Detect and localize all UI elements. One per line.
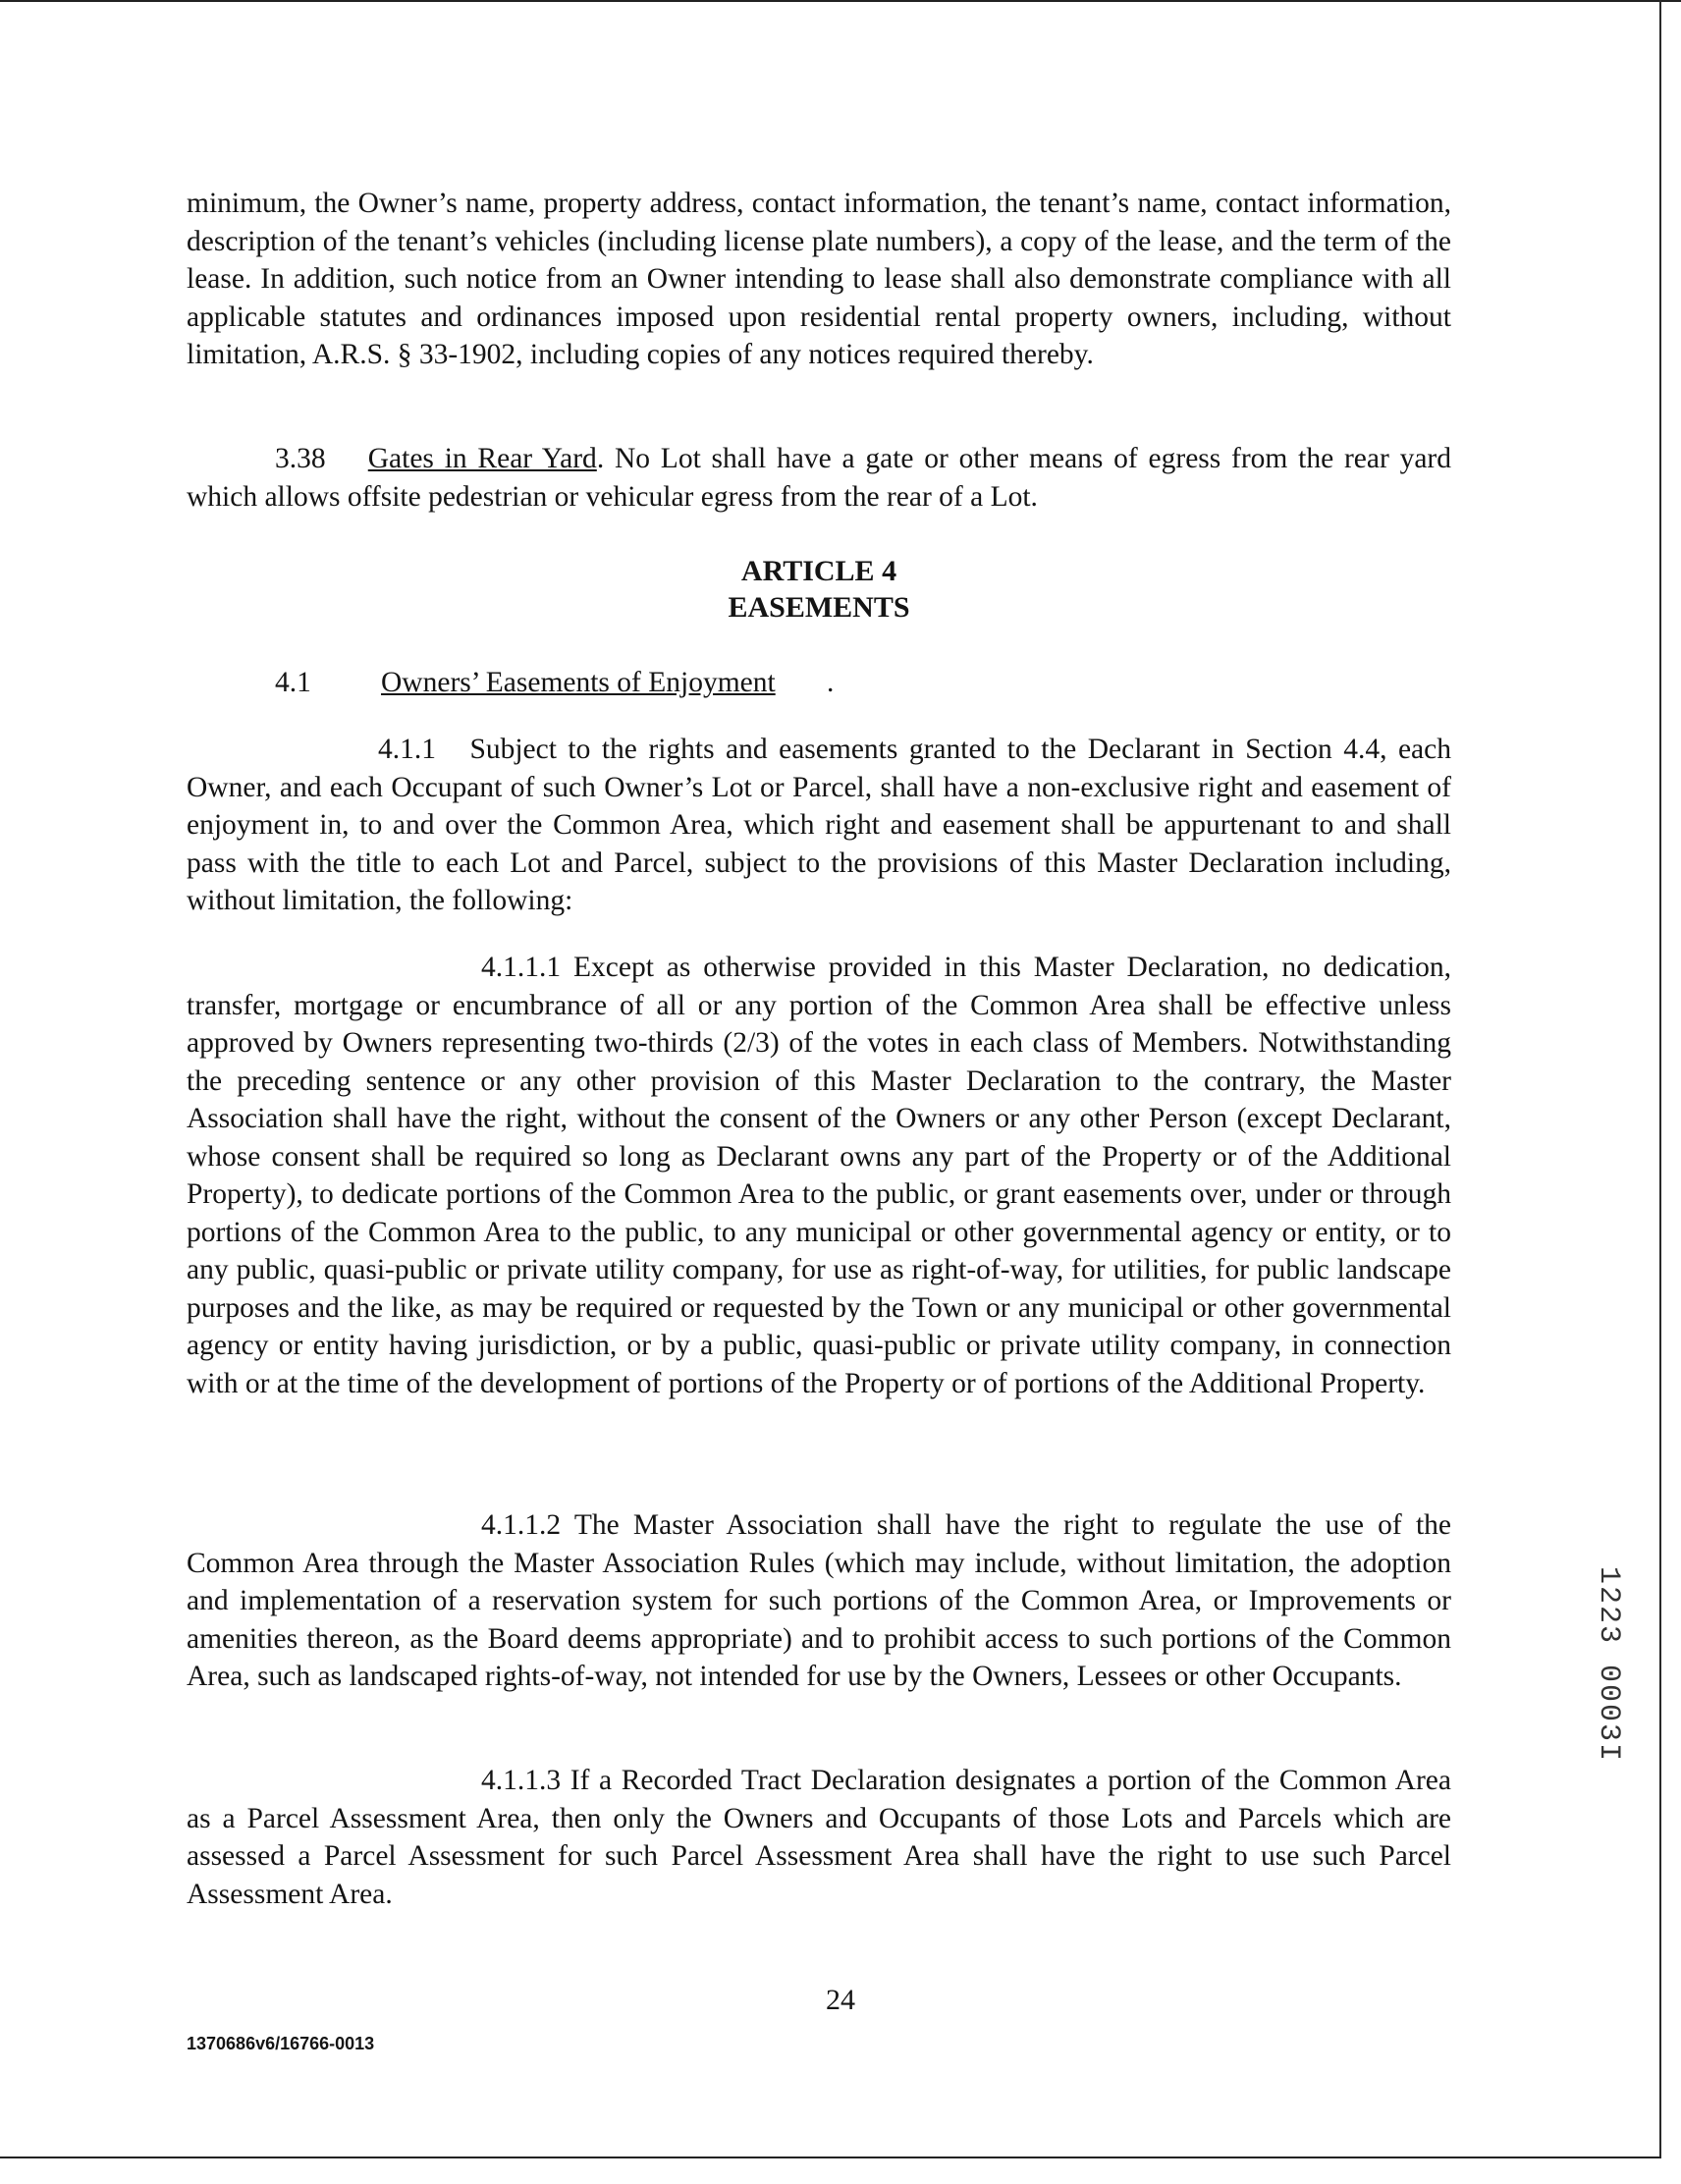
section-4-1-1-3: 4.1.1.3 If a Recorded Tract Declaration designates a portion of the Common Area as a Parcel Assessment Area, then only the Owners and Occupants of those Lots and Parcels which are assessed a Parcel Assessment for such Parcel Assessment Area shall have the right to use such Parcel Assessment Area. <box>187 1765 1451 1910</box>
margin-stamp: 1223 0003I <box>1592 1566 1625 1764</box>
section-4-1-1-1: 4.1.1.1 Except as otherwise provided in this Master Declaration, no dedication, transfer, mortgage or encumbrance of all or any portion of the Common Area shall be effective unless approved by Owners representing two-thirds (2/3) of the votes in each class of Members. Notwithstanding the preceding sentence or any other provision of this Master Declaration to the contrary, the Master Association shall have the right, without the consent of the Owners or any other Person (except Declarant, whose consent shall be required so long as Declarant owns any part of the Property or of the Additional Property), to dedicate portions of the Common Area to the public, or grant easements over, under or through portions of the Common Area to the public, to any municipal or other governmental agency or entity, or to any public, quasi-public or private utility company, for use as right-of-way, for utilities, for public landscape purposes and the like, as may be required or requested by the Town or any municipal or other governmental agency or entity having jurisdiction, or by a public, quasi-public or private utility company, in connection with or at the time of the development of portions of the Property or of portions of the Additional Property. <box>187 952 1451 1399</box>
paragraph-lease-notice: minimum, the Owner’s name, property address, contact information, the tenant’s name, contact information, description of the tenant’s vehicles (including license plate numbers), a copy of the lease, and the term of the lease. In addition, such notice from an Owner intending to lease shall also demonstrate compliance with all applicable statutes and ordinances imposed upon residential rental property owners, including, without limitation, A.R.S. § 33-1902, including copies of any notices required thereby. <box>187 188 1451 370</box>
article-title: EASEMENTS <box>728 591 910 624</box>
scan-right-edge <box>1659 0 1661 2157</box>
section-4-1-1-number: 4.1.1 <box>378 734 436 765</box>
section-3-38-text: . No Lot shall have a gate or other means of egress from the rear yard which allows offsite pedestrian or vehicular egress from the rear of a Lot. <box>187 443 1451 513</box>
section-4-1-1-text: Subject to the rights and easements granted to the Declarant in Section 4.4, each Owner, and each Occupant of such Owner’s Lot or Parcel, shall have a non-exclusive right and easement of enjoyment in, to and over the Common Area, which right and easement shall be appurtenant to and shall pass with the title to each Lot and Parcel, subject to the provisions of this Master Declaration including, without limitation, the following: <box>187 734 1451 916</box>
section-4-1-1-2: 4.1.1.2 The Master Association shall have the right to regulate the use of the Common Area through the Master Association Rules (which may include, without limitation, the adoption and implementation of a reservation system for such portions of the Common Area, or Improvements or amenities thereon, as the Board deems appropriate) and to prohibit access to such portions of the Common Area, such as landscaped rights-of-way, not intended for use by the Owners, Lessees or other Occupants. <box>187 1509 1451 1692</box>
document-id: 1370686v6/16766-0013 <box>187 2034 375 2053</box>
article-label: ARTICLE 4 <box>740 555 897 587</box>
section-3-38 <box>187 440 1451 516</box>
section-4-1-1 <box>187 731 1451 920</box>
section-4-1-title: Owners’ Easements of Enjoyment <box>381 667 776 698</box>
scan-top-edge <box>0 0 1681 2</box>
page-number: 24 <box>826 1984 855 2016</box>
section-3-38-title: Gates in Rear Yard <box>367 443 597 474</box>
section-4-1-number: 4.1 <box>275 667 311 698</box>
section-4-1-period: . <box>827 667 835 698</box>
section-3-38-number: 3.38 <box>275 443 326 474</box>
scan-bottom-edge <box>0 2157 1661 2158</box>
